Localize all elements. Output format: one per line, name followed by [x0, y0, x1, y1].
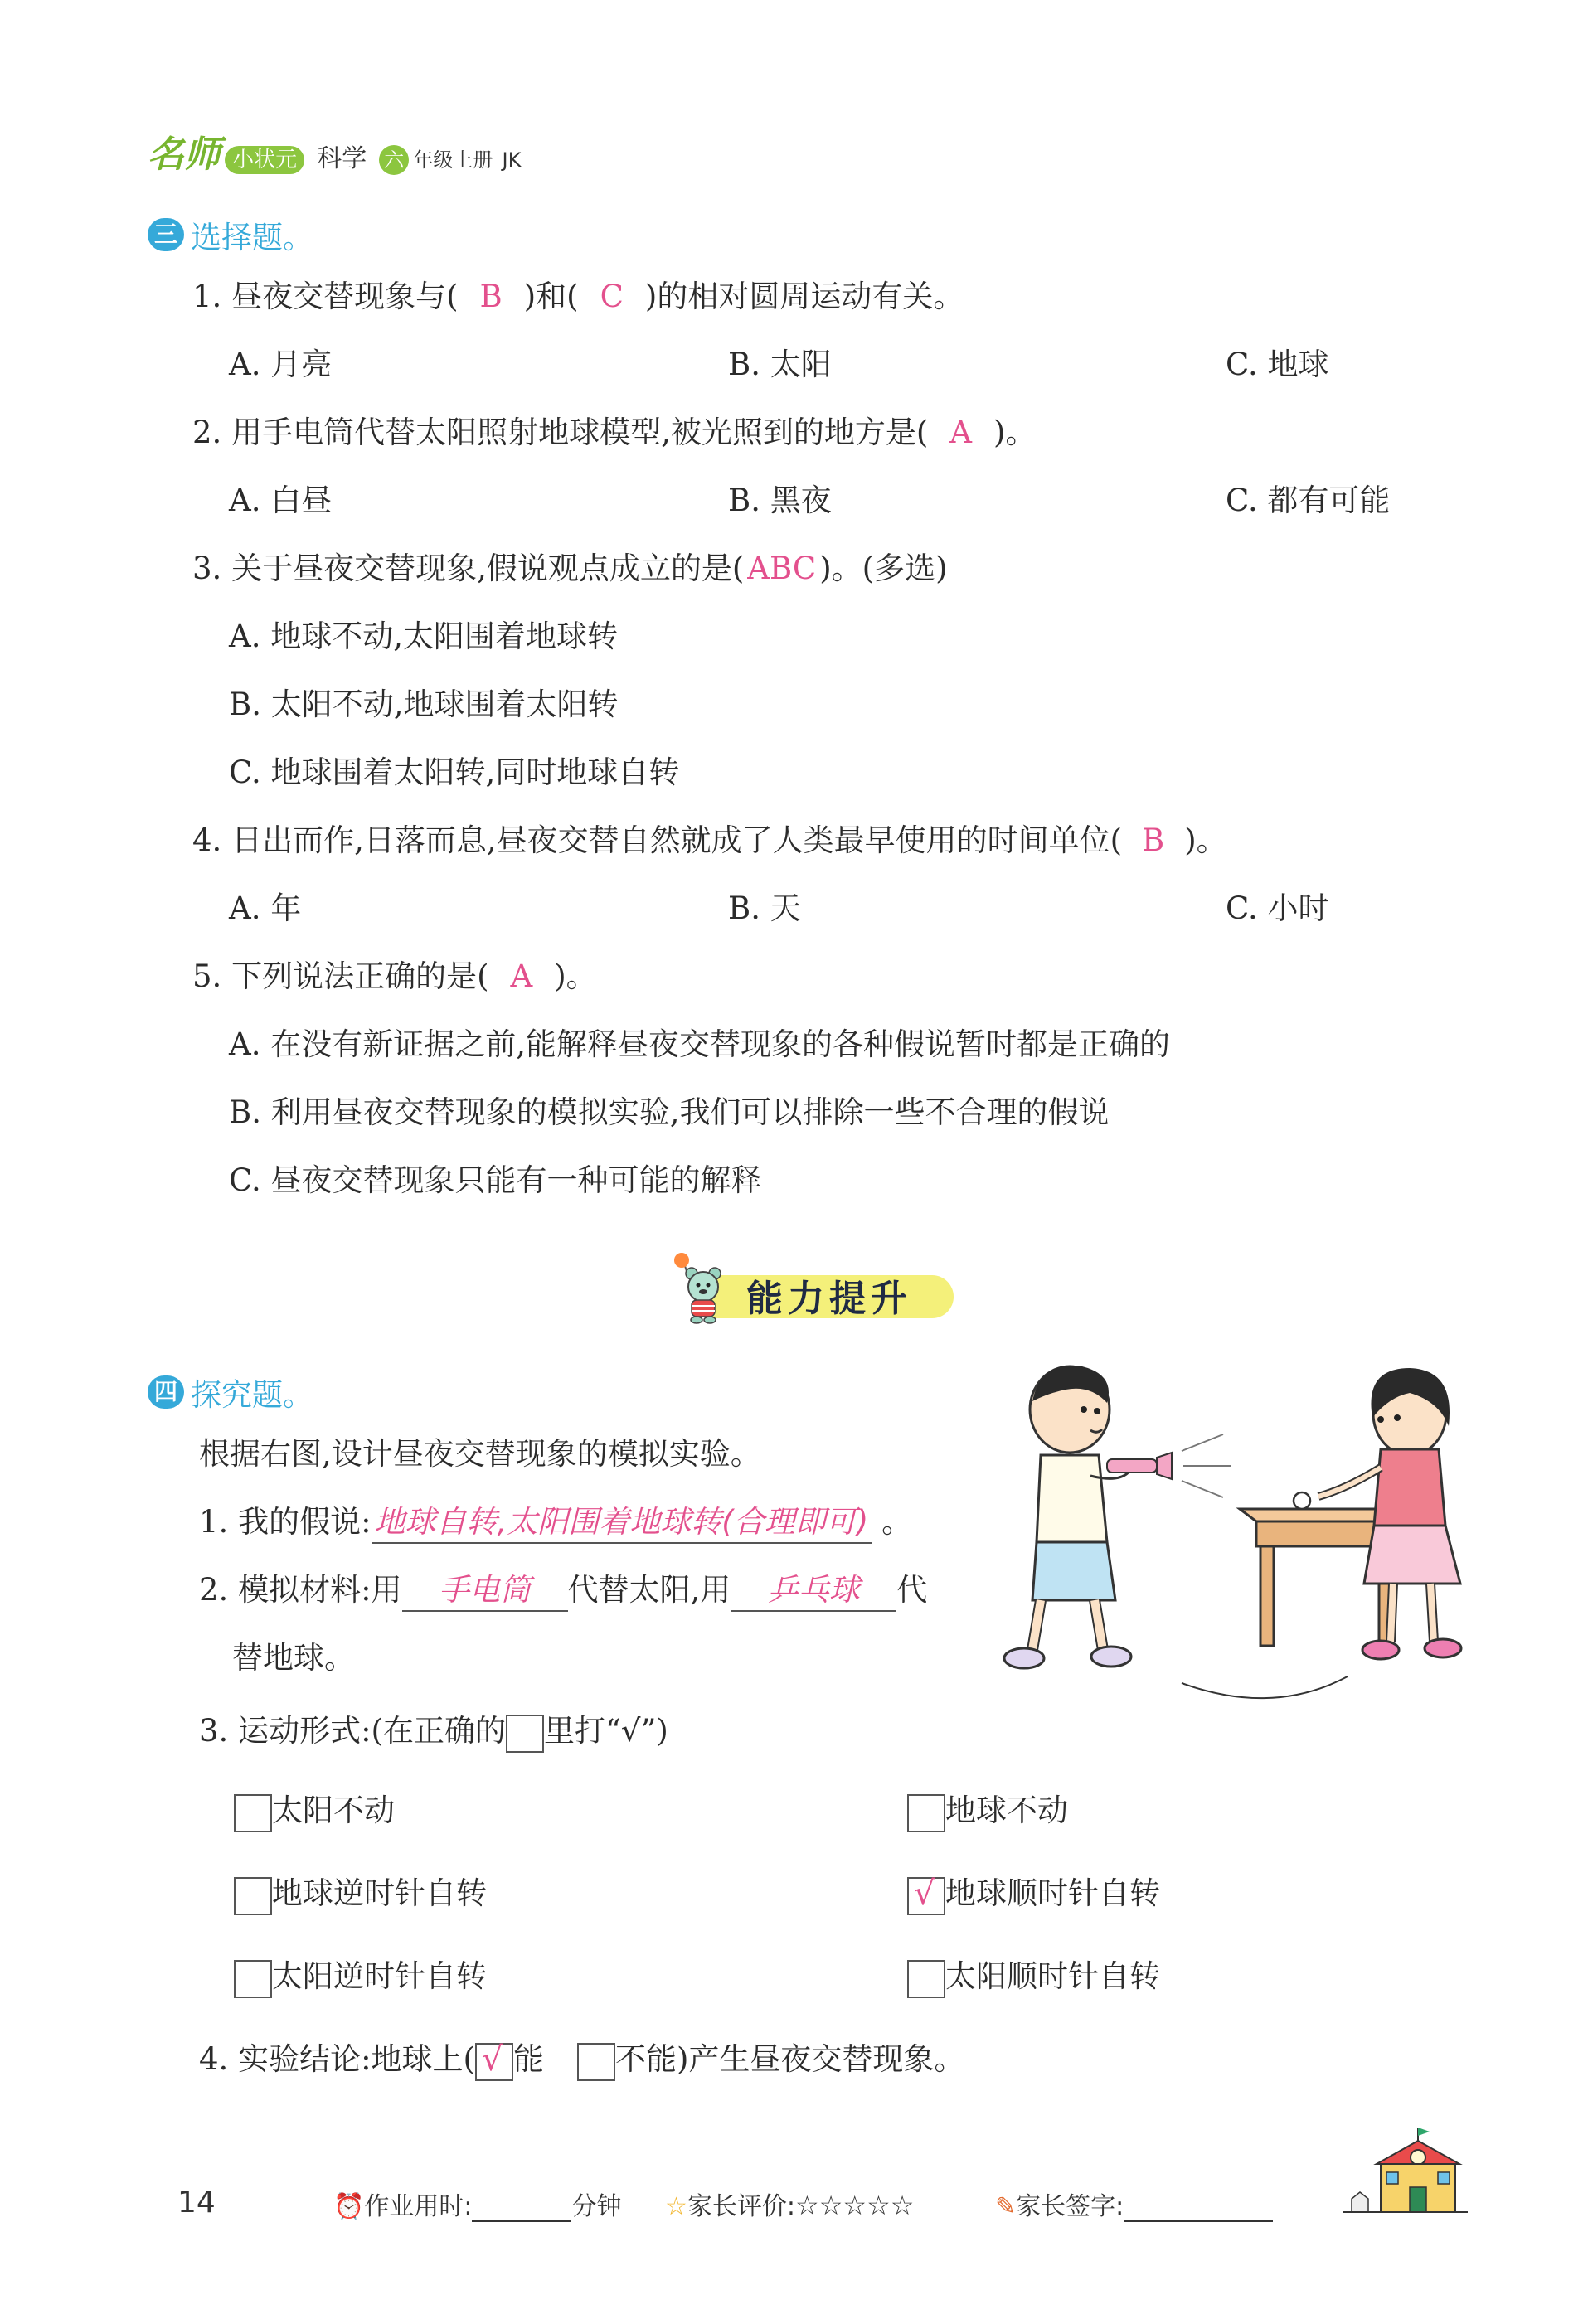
option: B. 天 [728, 890, 801, 926]
alarm-clock-icon: ⏰ [333, 2192, 365, 2221]
option: A. 年 [229, 890, 302, 926]
grade-text: 年级上册 [413, 148, 493, 172]
answer-3: ABC [747, 551, 817, 586]
option: B. 黑夜 [728, 483, 832, 518]
question-1: 1. 昼夜交替现象与( B )和( C )的相对圆周运动有关。 [192, 279, 964, 314]
banner-title: 能力提升 [746, 1278, 912, 1320]
motion-checkbox[interactable] [907, 1960, 945, 1998]
motion-option[interactable]: 太阳逆时针自转 [234, 1957, 487, 1998]
section-title: 探究题。 [191, 1377, 313, 1413]
hypothesis-answer: 地球自转,太阳围着地球转(合理即可) [372, 1502, 872, 1544]
section-number-badge: 三 [148, 218, 184, 251]
motion-checkbox-checked[interactable] [907, 1874, 945, 1915]
question-3: 3. 关于昼夜交替现象,假说观点成立的是( ABC )。(多选) [192, 551, 948, 586]
parent-signature: ✎家长签字: [995, 2186, 1273, 2222]
time-field[interactable] [472, 2220, 571, 2222]
option: C. 地球 [1226, 347, 1329, 382]
trajectory-line [1182, 1676, 1348, 1698]
section-number-badge: 四 [148, 1375, 184, 1409]
rating-stars[interactable]: ☆☆☆☆☆ [795, 2190, 915, 2221]
page-header [148, 124, 521, 177]
section-title: 选择题。 [191, 220, 313, 255]
check-mark-icon: √ [481, 2040, 503, 2079]
ability-banner [663, 1267, 962, 1325]
section-3-heading [148, 212, 313, 257]
option: C. 小时 [1226, 890, 1329, 926]
boy-figure [1004, 1366, 1132, 1668]
answer-1b: C [600, 279, 624, 314]
motion-item: 3. 运动形式:(在正确的 里打“√”) [199, 1711, 668, 1753]
option: C. 都有可能 [1226, 483, 1391, 518]
option: B. 利用昼夜交替现象的模拟实验,我们可以排除一些不合理的假说 [229, 1094, 1110, 1130]
option: C. 昼夜交替现象只能有一种可能的解释 [229, 1162, 762, 1198]
option: A. 地球不动,太阳围着地球转 [229, 619, 619, 654]
option: A. 月亮 [229, 347, 333, 382]
motion-checkbox[interactable] [907, 1794, 945, 1832]
grade-badge: 六 [379, 145, 409, 175]
motion-checkbox[interactable] [234, 1877, 272, 1915]
investigation-intro: 根据右图,设计昼夜交替现象的模拟实验。 [199, 1436, 761, 1472]
answer-2: A [949, 415, 973, 450]
answer-5: A [510, 958, 533, 994]
sample-checkbox [506, 1715, 544, 1753]
brand-logo-pill: 小状元 [225, 146, 304, 174]
option: B. 太阳 [728, 347, 832, 382]
homework-time: ⏰作业用时: 分钟 [333, 2192, 622, 2221]
conclusion-no-checkbox[interactable] [577, 2043, 615, 2081]
motion-option[interactable]: 地球逆时针自转 [234, 1874, 487, 1915]
motion-checkbox[interactable] [234, 1794, 272, 1832]
section-4-heading [148, 1370, 313, 1414]
motion-option[interactable]: 太阳顺时针自转 [907, 1957, 1160, 1998]
brand-logo: 名师 [148, 133, 221, 176]
flashlight-icon [1107, 1434, 1231, 1497]
conclusion-yes-checkbox[interactable] [475, 2040, 513, 2081]
materials-continuation: 替地球。 [232, 1640, 355, 1676]
motion-option[interactable]: 太阳不动 [234, 1791, 395, 1832]
subject-label: 科学 [317, 144, 367, 173]
signature-field[interactable] [1124, 2220, 1273, 2222]
parent-rating: ☆家长评价:☆☆☆☆☆ [665, 2190, 915, 2221]
question-4: 4. 日出而作,日落而息,昼夜交替自然就成了人类最早使用的时间单位( B )。 [192, 822, 1227, 858]
answer-1a: B [479, 279, 503, 314]
option: A. 在没有新证据之前,能解释昼夜交替现象的各种假说暂时都是正确的 [229, 1026, 1171, 1062]
question-5: 5. 下列说法正确的是( A )。 [192, 958, 597, 994]
hypothesis-item: 1. 我的假说: 地球自转,太阳围着地球转(合理即可) 。 [199, 1502, 912, 1544]
school-house-icon [1343, 2123, 1468, 2222]
pencil-icon: ✎ [995, 2192, 1017, 2221]
star-icon: ☆ [665, 2192, 687, 2221]
experiment-illustration [991, 1351, 1480, 1700]
edition-label: JK [502, 148, 522, 172]
materials-item: 2. 模拟材料:用 手电筒 代替太阳,用 乒乓球 代 [199, 1570, 927, 1612]
motion-option[interactable]: 地球不动 [907, 1791, 1068, 1832]
conclusion-item: 4. 实验结论:地球上( √ 能 不能)产生昼夜交替现象。 [199, 2040, 964, 2081]
material-answer-2: 乒乓球 [731, 1570, 896, 1612]
material-answer-1: 手电筒 [402, 1570, 568, 1612]
answer-4: B [1142, 822, 1165, 858]
option: C. 地球围着太阳转,同时地球自转 [229, 754, 680, 790]
option: B. 太阳不动,地球围着太阳转 [229, 687, 619, 722]
option: A. 白昼 [229, 483, 333, 518]
motion-option[interactable]: √ 地球顺时针自转 [907, 1874, 1160, 1915]
check-mark-icon: √ [914, 1874, 935, 1913]
motion-checkbox[interactable] [234, 1960, 272, 1998]
bear-mascot-icon [663, 1252, 730, 1327]
question-2: 2. 用手电筒代替太阳照射地球模型,被光照到的地方是( A )。 [192, 415, 1037, 450]
page-number: 14 [177, 2186, 216, 2220]
